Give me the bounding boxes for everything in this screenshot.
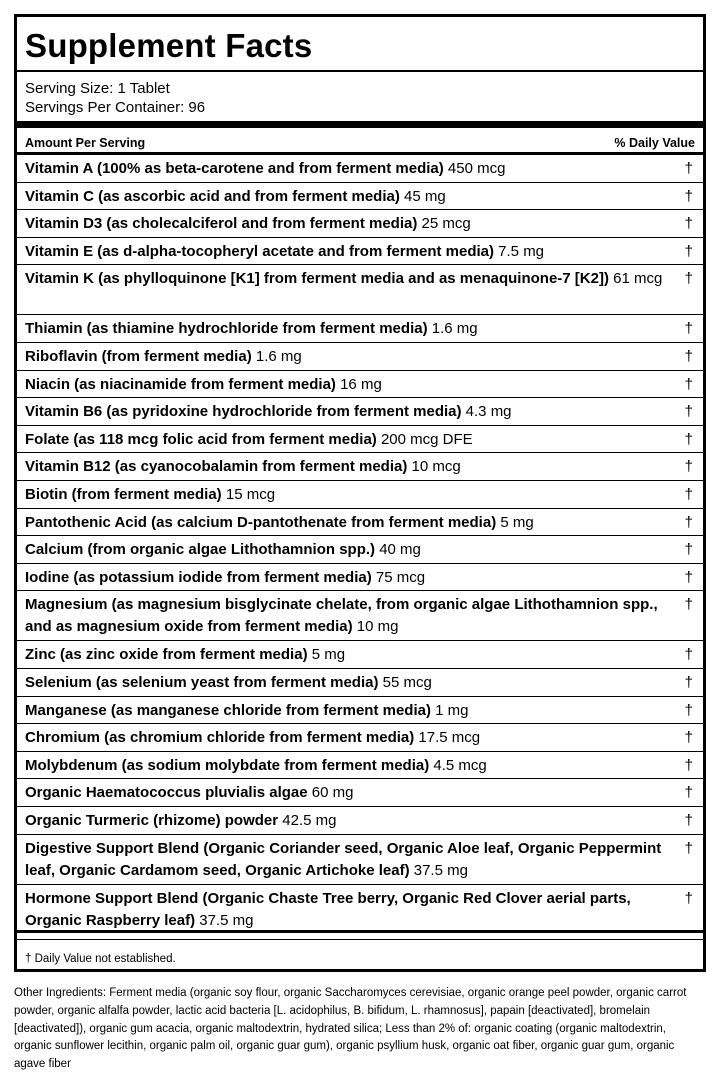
title-divider xyxy=(17,70,703,72)
nutrient-amount: 10 mcg xyxy=(411,458,461,476)
nutrient-row xyxy=(17,398,703,426)
nutrient-name: Organic Turmeric (rhizome) powder xyxy=(25,812,279,829)
nutrient-text xyxy=(25,810,669,832)
nutrient-amount: 4.5 mcg xyxy=(433,756,487,774)
daily-value-mark: † xyxy=(684,729,693,747)
nutrient-text xyxy=(25,755,669,777)
nutrient-row xyxy=(17,697,703,725)
nutrient-amount: 75 mcg xyxy=(375,568,426,586)
nutrient-row xyxy=(17,453,703,481)
column-header xyxy=(25,135,695,151)
daily-value-mark: † xyxy=(684,187,693,205)
nutrient-amount: 16 mg xyxy=(340,375,382,393)
nutrient-text xyxy=(25,700,669,722)
daily-value-label: % Daily Value xyxy=(614,136,695,150)
nutrient-text xyxy=(25,539,669,561)
nutrient-name: Magnesium (as magnesium bisglycinate chelate, from organic algae Lithothamnion spp., and as magnesium oxide from ferment media) xyxy=(25,596,658,636)
nutrient-text xyxy=(25,567,669,589)
other-ingredients: Other Ingredients: Ferment media (organic soy flour, organic Saccharomyces cerevisiae, organic orange peel powder, organic carrot powder, organic alfalfa powder, lactic acid bacteria [L. acidophilus, B. bifidum, L. rhamnosus], papain [deactivated], bromelain [deactivated]), organic gum acacia, organic maltodextrin, hydrated silica; Less than 2% of: organic coating (organic maltodextrin, organic sunflower lecithin, organic palm oil, organic guar gum), organic psyllium husk, organic oat fiber, organic guar gum, organic agave fiber xyxy=(14,987,687,1071)
nutrient-name: Manganese (as manganese chloride from ferment media) xyxy=(25,701,431,719)
nutrient-row xyxy=(17,669,703,697)
nutrient-amount: 55 mcg xyxy=(382,674,432,691)
nutrient-amount: 1.6 mg xyxy=(255,348,302,365)
nutrient-row xyxy=(17,835,703,885)
nutrient-text xyxy=(25,456,669,478)
nutrient-amount: 40 mg xyxy=(379,541,421,559)
nutrient-text xyxy=(25,401,669,423)
nutrient-row xyxy=(17,885,703,935)
daily-value-mark: † xyxy=(684,242,693,260)
nutrient-name: Vitamin K (as phylloquinone [K1] from ferment media and as menaquinone-7 [K2]) xyxy=(25,270,609,288)
nutrient-amount: 60 mg xyxy=(311,784,354,802)
panel-title: Supplement Facts xyxy=(25,27,313,64)
nutrient-name: Vitamin C (as ascorbic acid and from ferment media) xyxy=(25,187,400,205)
nutrient-amount: 10 mg xyxy=(356,618,399,636)
nutrient-amount: 37.5 mg xyxy=(413,861,468,879)
nutrient-name: Vitamin A (100% as beta-carotene and from ferment media) xyxy=(25,160,444,177)
nutrient-name: Riboflavin (from ferment media) xyxy=(25,348,252,365)
daily-value-mark: † xyxy=(684,646,693,664)
nutrient-name: Iodine (as potassium iodide from ferment media) xyxy=(25,568,372,586)
nutrient-row xyxy=(17,752,703,780)
nutrient-row xyxy=(17,371,703,399)
nutrient-amount: 25 mcg xyxy=(421,215,471,233)
nutrient-text xyxy=(25,838,669,882)
serving-size: Serving Size: 1 Tablet xyxy=(25,80,170,97)
daily-value-mark: † xyxy=(684,839,693,857)
nutrient-amount: 1.6 mg xyxy=(431,320,478,338)
nutrient-amount: 7.5 mg xyxy=(498,242,545,260)
nutrient-row xyxy=(17,591,703,641)
nutrient-name: Organic Haematococcus pluvialis algae xyxy=(25,784,308,802)
nutrient-amount: 450 mcg xyxy=(447,160,506,177)
daily-value-mark: † xyxy=(684,756,693,774)
nutrient-text xyxy=(25,644,669,666)
nutrient-text xyxy=(25,512,669,534)
nutrient-name: Zinc (as zinc oxide from ferment media) xyxy=(25,646,308,664)
daily-value-mark: † xyxy=(684,596,693,614)
nutrient-amount: 42.5 mg xyxy=(282,812,337,829)
nutrient-text xyxy=(25,374,669,396)
daily-value-mark: † xyxy=(684,375,693,393)
nutrient-text xyxy=(25,213,669,235)
nutrient-amount: 4.3 mg xyxy=(465,403,512,421)
daily-value-mark: † xyxy=(684,348,693,365)
thick-divider-bottom xyxy=(17,930,703,933)
nutrient-text xyxy=(25,672,669,694)
daily-value-mark: † xyxy=(684,458,693,476)
nutrient-row xyxy=(17,641,703,669)
nutrient-name: Calcium (from organic algae Lithothamnion spp.) xyxy=(25,541,376,559)
nutrient-row xyxy=(17,564,703,592)
daily-value-mark: † xyxy=(684,674,693,691)
nutrient-text xyxy=(25,318,669,340)
daily-value-mark: † xyxy=(684,160,693,177)
nutrient-row xyxy=(17,426,703,454)
nutrient-row xyxy=(17,724,703,752)
nutrient-row xyxy=(17,155,703,183)
nutrient-text xyxy=(25,782,669,804)
nutrient-name: Biotin (from ferment media) xyxy=(25,486,222,503)
daily-value-mark: † xyxy=(684,270,693,288)
nutrient-text xyxy=(25,241,669,263)
nutrient-amount: 45 mg xyxy=(404,187,446,205)
nutrient-name: Digestive Support Blend (Organic Coriander seed, Organic Aloe leaf, Organic Peppermint leaf, Organic Cardamom seed, Organic Artichoke leaf) xyxy=(25,839,662,879)
daily-value-mark: † xyxy=(684,784,693,802)
nutrient-text xyxy=(25,484,669,506)
nutrient-row xyxy=(17,315,703,343)
nutrient-amount: 15 mcg xyxy=(225,486,276,503)
nutrient-row xyxy=(17,238,703,266)
nutrient-amount: 5 mg xyxy=(500,513,534,531)
nutrient-amount: 200 mcg DFE xyxy=(380,430,473,448)
daily-value-mark: † xyxy=(684,215,693,233)
servings-per-container: Servings Per Container: 96 xyxy=(25,99,206,116)
supplement-facts-panel xyxy=(14,14,706,972)
nutrient-name: Vitamin D3 (as cholecalciferol and from ferment media) xyxy=(25,215,418,233)
footnote: † Daily Value not established. xyxy=(25,953,176,965)
nutrient-amount: 1 mg xyxy=(435,701,469,719)
nutrient-row xyxy=(17,807,703,835)
nutrient-row xyxy=(17,779,703,807)
nutrient-row xyxy=(17,481,703,509)
nutrient-text xyxy=(25,429,669,451)
nutrient-text xyxy=(25,594,669,638)
daily-value-mark: † xyxy=(684,486,693,503)
nutrient-name: Molybdenum (as sodium molybdate from ferment media) xyxy=(25,756,430,774)
nutrient-text xyxy=(25,186,669,208)
amount-per-serving-label: Amount Per Serving xyxy=(25,136,146,150)
nutrient-row xyxy=(17,265,703,315)
nutrient-name: Vitamin E (as d-alpha-tocopheryl acetate and from ferment media) xyxy=(25,242,494,260)
nutrient-name: Pantothenic Acid (as calcium D-pantothenate from ferment media) xyxy=(25,513,497,531)
nutrient-name: Niacin (as niacinamide from ferment media) xyxy=(25,375,336,393)
nutrient-amount: 37.5 mg xyxy=(199,911,254,929)
daily-value-mark: † xyxy=(684,889,693,907)
nutrient-amount: 5 mg xyxy=(311,646,346,664)
nutrient-name: Selenium (as selenium yeast from ferment media) xyxy=(25,674,379,691)
nutrient-text xyxy=(25,727,669,749)
thick-divider-top xyxy=(17,121,703,128)
daily-value-mark: † xyxy=(684,541,693,559)
nutrient-amount: 17.5 mcg xyxy=(418,729,481,747)
daily-value-mark: † xyxy=(684,568,693,586)
daily-value-mark: † xyxy=(684,320,693,338)
nutrient-row xyxy=(17,509,703,537)
nutrient-name: Thiamin (as thiamine hydrochloride from ferment media) xyxy=(25,320,428,338)
daily-value-mark: † xyxy=(684,430,693,448)
nutrient-name: Vitamin B12 (as cyanocobalamin from ferment media) xyxy=(25,458,408,476)
daily-value-mark: † xyxy=(684,701,693,719)
nutrient-row xyxy=(17,210,703,238)
nutrient-name: Hormone Support Blend (Organic Chaste Tree berry, Organic Red Clover aerial parts, Organic Raspberry leaf) xyxy=(25,889,631,929)
serving-info xyxy=(25,79,205,117)
nutrient-row xyxy=(17,183,703,211)
nutrient-name: Chromium (as chromium chloride from ferment media) xyxy=(25,729,415,747)
nutrient-row xyxy=(17,343,703,371)
nutrient-name: Vitamin B6 (as pyridoxine hydrochloride from ferment media) xyxy=(25,403,462,421)
nutrient-name: Folate (as 118 mcg folic acid from ferment media) xyxy=(25,430,377,448)
nutrient-row xyxy=(17,536,703,564)
nutrient-text xyxy=(25,268,669,290)
nutrient-text xyxy=(25,346,669,368)
nutrient-text xyxy=(25,888,669,932)
nutrient-amount: 61 mcg xyxy=(613,270,663,288)
thin-divider-bottom xyxy=(17,939,703,940)
daily-value-mark: † xyxy=(684,812,693,829)
daily-value-mark: † xyxy=(684,403,693,421)
daily-value-mark: † xyxy=(684,513,693,531)
nutrient-text xyxy=(25,158,669,180)
